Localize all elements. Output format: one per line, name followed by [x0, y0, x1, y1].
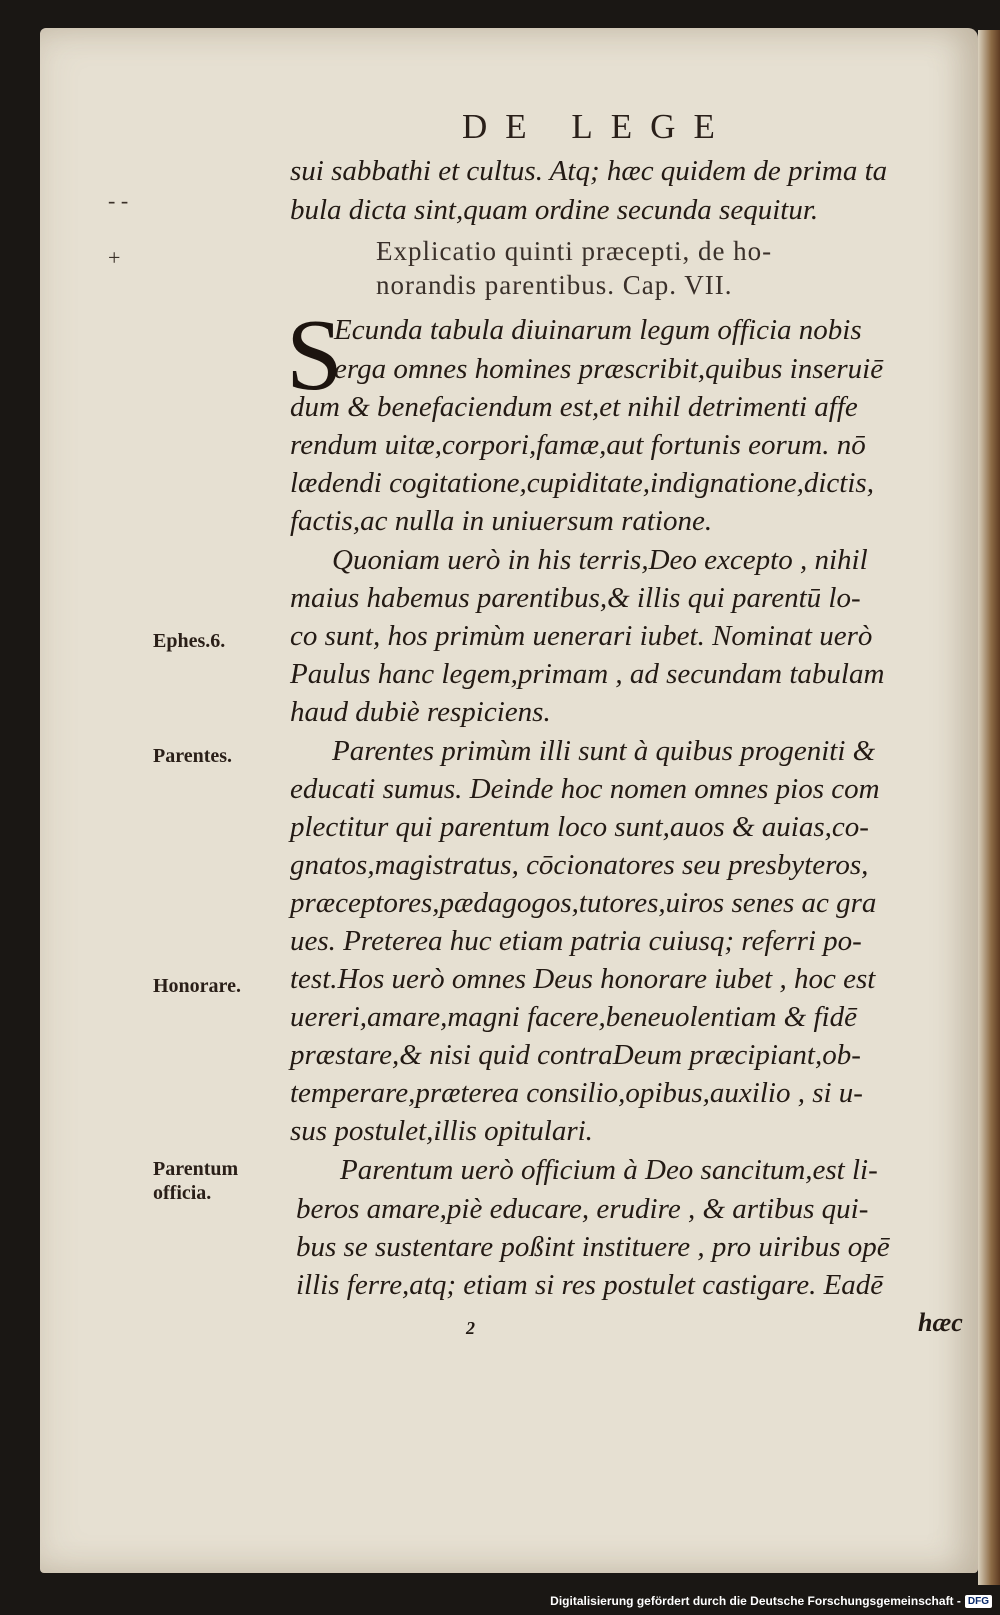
text-line: temperare,præterea consilio,opibus,auxilio , si u-: [290, 1077, 863, 1109]
text-line: lædendi cogitatione,cupiditate,indignatione,dictis,: [290, 467, 874, 499]
text-line: Ecunda tabula diuinarum legum officia nobis: [334, 314, 862, 346]
text-line: test.Hos uerò omnes Deus honorare iubet , hoc est: [290, 963, 876, 995]
marginal-note-parentes: Parentes.: [153, 745, 233, 767]
text-line: beros amare,piè educare, erudire , & artibus qui-: [296, 1193, 869, 1225]
footer-text: Digitalisierung gefördert durch die Deutsche Forschungsgemeinschaft -: [550, 1594, 961, 1608]
text-line: gnatos,magistratus, cōcionatores seu presbyteros,: [290, 849, 869, 881]
running-head: DE LEGE: [462, 107, 733, 146]
marginal-note-ephes: Ephes.6.: [153, 630, 226, 652]
text-line: præceptores,pædagogos,tutores,uiros senes ac gra: [290, 887, 877, 919]
leaf-mark-dashes: - -: [108, 188, 129, 213]
drop-cap: S: [286, 299, 343, 412]
book-spine-edge: [978, 30, 1000, 1585]
text-line: maius habemus parentibus,& illis qui parentū lo-: [290, 582, 861, 614]
leaf-mark-cross: +: [108, 245, 121, 270]
marginal-note-honorare: Honorare.: [153, 975, 241, 997]
text-line: educati sumus. Deinde hoc nomen omnes pios com: [290, 773, 880, 805]
marginal-note-officia-line2: officia.: [153, 1182, 212, 1204]
signature-mark: 2: [466, 1318, 475, 1338]
text-line: Quoniam uerò in his terris,Deo excepto , nihil: [332, 544, 868, 576]
text-line: Paulus hanc legem,primam , ad secundam tabulam: [290, 658, 885, 690]
text-line: præstare,& nisi quid contraDeum præcipiant,ob-: [290, 1039, 861, 1071]
text-line: ues. Preterea huc etiam patria cuiusq; referri po-: [290, 925, 862, 957]
chapter-heading-line: norandis parentibus. Cap. VII.: [376, 270, 733, 300]
text-line: sus postulet,illis opitulari.: [290, 1115, 593, 1147]
catchword: hæc: [918, 1308, 963, 1337]
text-line: dum & benefaciendum est,et nihil detrimenti affe: [290, 391, 858, 423]
text-line: bus se sustentare poßint instituere , pro uiribus opē: [296, 1231, 890, 1263]
text-line: illis ferre,atq; etiam si res postulet castigare. Eadē: [296, 1269, 884, 1301]
text-line: Parentes primùm illi sunt à quibus progeniti &: [332, 735, 876, 767]
text-line: bula dicta sint,quam ordine secunda sequitur.: [290, 194, 819, 226]
text-line: co sunt, hos primùm uenerari iubet. Nominat uerò: [290, 620, 873, 652]
text-line: haud dubiè respiciens.: [290, 696, 551, 728]
text-line: plectitur qui parentum loco sunt,auos & auias,co-: [290, 811, 869, 843]
text-line: Parentum uerò officium à Deo sancitum,est li-: [340, 1154, 878, 1186]
chapter-heading-line: Explicatio quinti præcepti, de ho-: [376, 236, 773, 266]
text-line: sui sabbathi et cultus. Atq; hæc quidem de prima ta: [290, 155, 888, 187]
text-line: factis,ac nulla in uniuersum ratione.: [290, 505, 713, 537]
text-line: uereri,amare,magni facere,beneuolentiam & fidē: [290, 1001, 857, 1033]
text-line: rendum uitæ,corpori,famæ,aut fortunis eorum. nō: [290, 429, 866, 461]
marginal-note-officia-line1: Parentum: [153, 1158, 239, 1180]
dfg-logo: DFG: [965, 1595, 992, 1608]
digitization-footer: [550, 1591, 992, 1611]
text-line: erga omnes homines præscribit,quibus inseruiē: [334, 353, 884, 385]
